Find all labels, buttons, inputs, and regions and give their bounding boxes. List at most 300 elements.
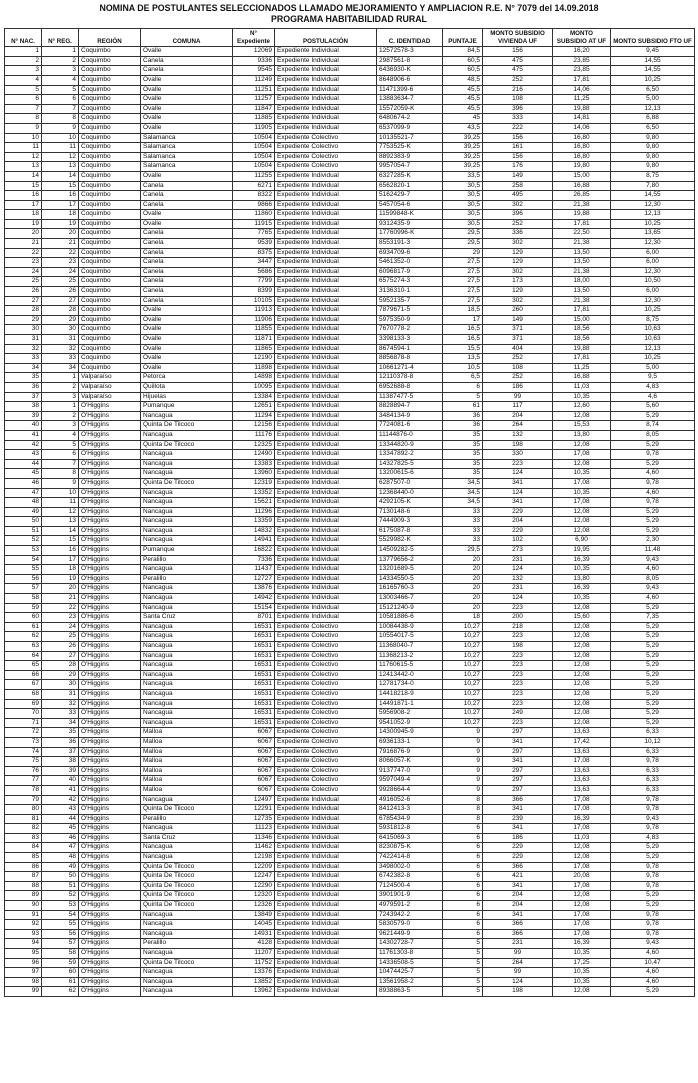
cell-comuna: Malloa <box>141 766 233 776</box>
table-row <box>5 306 695 316</box>
cell-comuna: Nancagua <box>141 977 233 987</box>
cell-subsidio-at: 15,00 <box>553 171 611 181</box>
table-row <box>5 546 695 556</box>
cell-reg: 47 <box>42 843 79 853</box>
cell-subsidio-vivienda: 229 <box>483 853 553 863</box>
cell-subsidio-fto: 8,05 <box>611 574 695 584</box>
cell-postulacion: Expediente Individual <box>275 546 377 556</box>
cell-comuna: Nancagua <box>141 910 233 920</box>
cell-nac: 76 <box>5 766 42 776</box>
cell-expediente: 16531 <box>233 642 275 652</box>
cell-puntaje: 27,5 <box>443 267 483 277</box>
table-row <box>5 363 695 373</box>
cell-puntaje: 27,5 <box>443 277 483 287</box>
cell-subsidio-fto: 6,88 <box>611 114 695 124</box>
cell-region: Coquimbo <box>79 123 141 133</box>
cell-subsidio-at: 11,25 <box>553 95 611 105</box>
table-row <box>5 632 695 642</box>
cell-region: O'Higgins <box>79 766 141 776</box>
cell-comuna: Peralillo <box>141 574 233 584</box>
cell-identidad: 6287507-0 <box>377 478 443 488</box>
cell-postulacion: Expediente Individual <box>275 574 377 584</box>
header-puntaje: PUNTAJE <box>443 29 483 47</box>
cell-reg: 44 <box>42 814 79 824</box>
cell-nac: 77 <box>5 776 42 786</box>
cell-subsidio-at: 16,88 <box>553 373 611 383</box>
cell-postulacion: Expediente Individual <box>275 958 377 968</box>
cell-expediente: 8322 <box>233 191 275 201</box>
table-row <box>5 824 695 834</box>
cell-comuna: Nancagua <box>141 853 233 863</box>
cell-subsidio-at: 17,08 <box>553 910 611 920</box>
cell-identidad: 13003466-7 <box>377 594 443 604</box>
cell-postulacion: Expediente Colectivo <box>275 737 377 747</box>
cell-subsidio-vivienda: 223 <box>483 632 553 642</box>
cell-subsidio-at: 10,35 <box>553 488 611 498</box>
cell-subsidio-fto: 9,78 <box>611 450 695 460</box>
cell-puntaje: 20 <box>443 584 483 594</box>
cell-subsidio-fto: 5,60 <box>611 402 695 412</box>
table-row <box>5 373 695 383</box>
header-comuna: COMUNA <box>141 29 233 47</box>
cell-subsidio-vivienda: 297 <box>483 766 553 776</box>
cell-nac: 25 <box>5 277 42 287</box>
cell-reg: 58 <box>42 949 79 959</box>
cell-comuna: Ovalle <box>141 210 233 220</box>
cell-puntaje: 8 <box>443 805 483 815</box>
cell-postulacion: Expediente Individual <box>275 977 377 987</box>
cell-subsidio-vivienda: 297 <box>483 785 553 795</box>
cell-puntaje: 39,25 <box>443 133 483 143</box>
table-row <box>5 680 695 690</box>
cell-expediente: 12247 <box>233 872 275 882</box>
cell-identidad: 14334550-5 <box>377 574 443 584</box>
cell-reg: 2 <box>42 382 79 392</box>
cell-region: O'Higgins <box>79 402 141 412</box>
cell-region: O'Higgins <box>79 853 141 863</box>
cell-identidad: 6934709-6 <box>377 248 443 258</box>
cell-expediente: 6067 <box>233 757 275 767</box>
cell-nac: 93 <box>5 929 42 939</box>
cell-subsidio-at: 12,08 <box>553 507 611 517</box>
cell-nac: 74 <box>5 747 42 757</box>
cell-region: Coquimbo <box>79 335 141 345</box>
cell-region: Coquimbo <box>79 56 141 66</box>
cell-nac: 98 <box>5 977 42 987</box>
cell-reg: 15 <box>42 536 79 546</box>
cell-nac: 96 <box>5 958 42 968</box>
cell-subsidio-fto: 6,33 <box>611 776 695 786</box>
cell-comuna: Ovalle <box>141 171 233 181</box>
cell-expediente: 11847 <box>233 104 275 114</box>
cell-identidad: 13201689-5 <box>377 565 443 575</box>
cell-nac: 30 <box>5 325 42 335</box>
cell-identidad: 7422414-8 <box>377 853 443 863</box>
cell-subsidio-fto: 8,74 <box>611 421 695 431</box>
cell-puntaje: 36 <box>443 421 483 431</box>
cell-reg: 30 <box>42 325 79 335</box>
cell-postulacion: Expediente Individual <box>275 392 377 402</box>
cell-subsidio-at: 12,08 <box>553 632 611 642</box>
cell-nac: 43 <box>5 450 42 460</box>
cell-subsidio-fto: 4,60 <box>611 949 695 959</box>
cell-subsidio-vivienda: 341 <box>483 805 553 815</box>
table-row <box>5 421 695 431</box>
cell-subsidio-at: 23,85 <box>553 66 611 76</box>
cell-identidad: 6936133-1 <box>377 737 443 747</box>
cell-region: Coquimbo <box>79 258 141 268</box>
cell-subsidio-vivienda: 475 <box>483 56 553 66</box>
cell-subsidio-at: 12,08 <box>553 987 611 997</box>
cell-comuna: Canela <box>141 191 233 201</box>
cell-expediente: 13960 <box>233 469 275 479</box>
cell-identidad: 8412413-3 <box>377 805 443 815</box>
cell-reg: 16 <box>42 546 79 556</box>
table-row <box>5 584 695 594</box>
cell-expediente: 11905 <box>233 123 275 133</box>
cell-reg: 7 <box>42 104 79 114</box>
cell-comuna: Ovalle <box>141 104 233 114</box>
cell-expediente: 10095 <box>233 382 275 392</box>
cell-comuna: Nancagua <box>141 824 233 834</box>
cell-identidad: 6562820-1 <box>377 181 443 191</box>
cell-comuna: Canela <box>141 181 233 191</box>
cell-postulacion: Expediente Individual <box>275 296 377 306</box>
cell-nac: 70 <box>5 709 42 719</box>
cell-identidad: 5461352-0 <box>377 258 443 268</box>
cell-comuna: Ovalle <box>141 85 233 95</box>
cell-postulacion: Expediente Individual <box>275 968 377 978</box>
cell-comuna: Malloa <box>141 757 233 767</box>
cell-nac: 75 <box>5 757 42 767</box>
cell-puntaje: 10,27 <box>443 642 483 652</box>
cell-subsidio-at: 21,38 <box>553 296 611 306</box>
cell-subsidio-fto: 5,29 <box>611 661 695 671</box>
cell-subsidio-at: 12,08 <box>553 891 611 901</box>
cell-nac: 32 <box>5 344 42 354</box>
cell-subsidio-at: 17,08 <box>553 862 611 872</box>
cell-subsidio-at: 12,08 <box>553 440 611 450</box>
cell-nac: 52 <box>5 536 42 546</box>
cell-postulacion: Expediente Individual <box>275 114 377 124</box>
table-body <box>5 47 695 997</box>
cell-puntaje: 27,5 <box>443 296 483 306</box>
cell-region: O'Higgins <box>79 718 141 728</box>
cell-identidad: 14418218-9 <box>377 689 443 699</box>
cell-postulacion: Expediente Individual <box>275 833 377 843</box>
cell-subsidio-vivienda: 99 <box>483 392 553 402</box>
cell-subsidio-fto: 6,33 <box>611 766 695 776</box>
cell-subsidio-vivienda: 149 <box>483 315 553 325</box>
cell-reg: 26 <box>42 287 79 297</box>
cell-postulacion: Expediente Individual <box>275 795 377 805</box>
cell-subsidio-fto: 5,29 <box>611 440 695 450</box>
cell-subsidio-fto: 14,55 <box>611 191 695 201</box>
cell-postulacion: Expediente Individual <box>275 536 377 546</box>
cell-expediente: 12497 <box>233 795 275 805</box>
cell-identidad: 7243942-2 <box>377 910 443 920</box>
cell-subsidio-at: 10,35 <box>553 594 611 604</box>
cell-subsidio-at: 12,08 <box>553 642 611 652</box>
cell-nac: 57 <box>5 584 42 594</box>
cell-subsidio-at: 20,08 <box>553 872 611 882</box>
cell-identidad: 13883634-7 <box>377 95 443 105</box>
cell-subsidio-at: 13,80 <box>553 430 611 440</box>
cell-subsidio-vivienda: 297 <box>483 728 553 738</box>
cell-identidad: 6537099-9 <box>377 123 443 133</box>
cell-reg: 32 <box>42 699 79 709</box>
table-row <box>5 622 695 632</box>
table-row <box>5 95 695 105</box>
cell-puntaje: 18 <box>443 613 483 623</box>
cell-subsidio-at: 17,08 <box>553 757 611 767</box>
cell-subsidio-vivienda: 475 <box>483 66 553 76</box>
cell-reg: 34 <box>42 718 79 728</box>
cell-subsidio-vivienda: 302 <box>483 239 553 249</box>
cell-identidad: 7444909-3 <box>377 517 443 527</box>
cell-postulacion: Expediente Individual <box>275 824 377 834</box>
cell-nac: 9 <box>5 123 42 133</box>
cell-reg: 5 <box>42 440 79 450</box>
cell-subsidio-at: 11,03 <box>553 382 611 392</box>
cell-expediente: 12320 <box>233 891 275 901</box>
cell-subsidio-at: 16,80 <box>553 133 611 143</box>
cell-comuna: Salamanca <box>141 152 233 162</box>
cell-subsidio-fto: 9,5 <box>611 373 695 383</box>
cell-expediente: 12291 <box>233 805 275 815</box>
cell-subsidio-at: 12,08 <box>553 689 611 699</box>
cell-comuna: Ovalle <box>141 47 233 57</box>
cell-identidad: 11368040-7 <box>377 642 443 652</box>
cell-subsidio-fto: 9,78 <box>611 910 695 920</box>
cell-puntaje: 35 <box>443 469 483 479</box>
table-row <box>5 833 695 843</box>
cell-postulacion: Expediente Colectivo <box>275 152 377 162</box>
cell-puntaje: 35 <box>443 459 483 469</box>
table-row <box>5 248 695 258</box>
cell-subsidio-at: 17,08 <box>553 824 611 834</box>
cell-subsidio-vivienda: 223 <box>483 459 553 469</box>
cell-subsidio-vivienda: 231 <box>483 555 553 565</box>
cell-comuna: Salamanca <box>141 143 233 153</box>
cell-nac: 45 <box>5 469 42 479</box>
cell-subsidio-at: 14,81 <box>553 114 611 124</box>
table-row <box>5 862 695 872</box>
cell-subsidio-at: 14,06 <box>553 123 611 133</box>
cell-subsidio-fto: 10,50 <box>611 277 695 287</box>
cell-reg: 29 <box>42 670 79 680</box>
cell-nac: 7 <box>5 104 42 114</box>
cell-subsidio-vivienda: 223 <box>483 689 553 699</box>
cell-subsidio-at: 10,35 <box>553 469 611 479</box>
cell-postulacion: Expediente Individual <box>275 949 377 959</box>
cell-puntaje: 17 <box>443 315 483 325</box>
cell-subsidio-vivienda: 366 <box>483 920 553 930</box>
cell-region: O'Higgins <box>79 824 141 834</box>
cell-region: O'Higgins <box>79 785 141 795</box>
table-row <box>5 987 695 997</box>
cell-comuna: Nancagua <box>141 843 233 853</box>
cell-subsidio-at: 12,08 <box>553 709 611 719</box>
cell-nac: 91 <box>5 910 42 920</box>
cell-postulacion: Expediente Individual <box>275 498 377 508</box>
cell-subsidio-vivienda: 198 <box>483 987 553 997</box>
cell-expediente: 7799 <box>233 277 275 287</box>
cell-postulacion: Expediente Colectivo <box>275 133 377 143</box>
cell-comuna: Nancagua <box>141 689 233 699</box>
cell-postulacion: Expediente Individual <box>275 75 377 85</box>
cell-puntaje: 33 <box>443 517 483 527</box>
cell-puntaje: 6,5 <box>443 373 483 383</box>
cell-postulacion: Expediente Individual <box>275 430 377 440</box>
cell-subsidio-vivienda: 341 <box>483 910 553 920</box>
table-row <box>5 152 695 162</box>
cell-expediente: 11346 <box>233 833 275 843</box>
cell-puntaje: 18,5 <box>443 306 483 316</box>
cell-puntaje: 6 <box>443 843 483 853</box>
cell-identidad: 14302728-7 <box>377 939 443 949</box>
cell-postulacion: Expediente Colectivo <box>275 689 377 699</box>
cell-region: Coquimbo <box>79 66 141 76</box>
cell-identidad: 8856878-8 <box>377 354 443 364</box>
cell-puntaje: 20 <box>443 574 483 584</box>
cell-reg: 32 <box>42 344 79 354</box>
cell-postulacion: Expediente Colectivo <box>275 661 377 671</box>
cell-subsidio-vivienda: 231 <box>483 939 553 949</box>
cell-puntaje: 9 <box>443 737 483 747</box>
cell-expediente: 11906 <box>233 315 275 325</box>
cell-reg: 14 <box>42 171 79 181</box>
cell-subsidio-at: 10,35 <box>553 392 611 402</box>
cell-nac: 35 <box>5 373 42 383</box>
cell-subsidio-at: 12,08 <box>553 411 611 421</box>
cell-expediente: 6067 <box>233 747 275 757</box>
cell-subsidio-fto: 7,35 <box>611 613 695 623</box>
cell-identidad: 10474425-7 <box>377 968 443 978</box>
cell-region: O'Higgins <box>79 881 141 891</box>
cell-expediente: 12651 <box>233 402 275 412</box>
cell-subsidio-vivienda: 129 <box>483 287 553 297</box>
cell-expediente: 9539 <box>233 239 275 249</box>
cell-subsidio-vivienda: 252 <box>483 373 553 383</box>
cell-subsidio-fto: 9,78 <box>611 872 695 882</box>
cell-region: Coquimbo <box>79 306 141 316</box>
cell-postulacion: Expediente Individual <box>275 171 377 181</box>
cell-postulacion: Expediente Individual <box>275 507 377 517</box>
cell-identidad: 9137747-0 <box>377 766 443 776</box>
cell-subsidio-vivienda: 223 <box>483 699 553 709</box>
cell-subsidio-vivienda: 204 <box>483 517 553 527</box>
cell-identidad: 13779656-2 <box>377 555 443 565</box>
cell-subsidio-at: 17,08 <box>553 920 611 930</box>
cell-puntaje: 6 <box>443 891 483 901</box>
header-reg: N° REG. <box>42 29 79 47</box>
table-row <box>5 594 695 604</box>
cell-subsidio-vivienda: 273 <box>483 546 553 556</box>
cell-reg: 56 <box>42 929 79 939</box>
cell-region: O'Higgins <box>79 920 141 930</box>
cell-comuna: Pumanque <box>141 546 233 556</box>
cell-expediente: 11294 <box>233 411 275 421</box>
cell-subsidio-vivienda: 371 <box>483 325 553 335</box>
cell-comuna: Quinta De Tilcoco <box>141 805 233 815</box>
table-row <box>5 104 695 114</box>
cell-comuna: Canela <box>141 56 233 66</box>
table-row <box>5 430 695 440</box>
cell-region: O'Higgins <box>79 939 141 949</box>
cell-postulacion: Expediente Colectivo <box>275 670 377 680</box>
cell-comuna: Peralillo <box>141 555 233 565</box>
cell-comuna: Nancagua <box>141 987 233 997</box>
cell-reg: 21 <box>42 239 79 249</box>
cell-identidad: 7879671-5 <box>377 306 443 316</box>
cell-postulacion: Expediente Individual <box>275 47 377 57</box>
cell-expediente: 11437 <box>233 565 275 575</box>
cell-reg: 2 <box>42 411 79 421</box>
cell-expediente: 5686 <box>233 267 275 277</box>
cell-puntaje: 10,27 <box>443 689 483 699</box>
cell-expediente: 6067 <box>233 737 275 747</box>
cell-subsidio-fto: 12,30 <box>611 267 695 277</box>
cell-puntaje: 84,5 <box>443 47 483 57</box>
cell-nac: 97 <box>5 968 42 978</box>
cell-subsidio-fto: 12,30 <box>611 239 695 249</box>
cell-reg: 6 <box>42 95 79 105</box>
cell-region: Coquimbo <box>79 239 141 249</box>
cell-subsidio-fto: 9,43 <box>611 584 695 594</box>
table-row <box>5 795 695 805</box>
cell-identidad: 8553191-3 <box>377 239 443 249</box>
table-row <box>5 651 695 661</box>
cell-expediente: 11257 <box>233 95 275 105</box>
cell-identidad: 9928664-4 <box>377 785 443 795</box>
cell-region: Coquimbo <box>79 344 141 354</box>
cell-puntaje: 61 <box>443 402 483 412</box>
table-row <box>5 737 695 747</box>
cell-puntaje: 33 <box>443 507 483 517</box>
cell-identidad: 14327825-5 <box>377 459 443 469</box>
cell-nac: 85 <box>5 853 42 863</box>
cell-comuna: Pumanque <box>141 402 233 412</box>
cell-subsidio-fto: 4,60 <box>611 488 695 498</box>
cell-nac: 44 <box>5 459 42 469</box>
cell-nac: 34 <box>5 363 42 373</box>
table-row <box>5 56 695 66</box>
cell-nac: 53 <box>5 546 42 556</box>
cell-subsidio-fto: 5,29 <box>611 843 695 853</box>
cell-nac: 27 <box>5 296 42 306</box>
cell-puntaje: 39,25 <box>443 152 483 162</box>
cell-expediente: 16531 <box>233 661 275 671</box>
cell-postulacion: Expediente Individual <box>275 814 377 824</box>
cell-region: O'Higgins <box>79 958 141 968</box>
cell-region: O'Higgins <box>79 709 141 719</box>
cell-expediente: 16531 <box>233 718 275 728</box>
cell-region: O'Higgins <box>79 795 141 805</box>
cell-nac: 55 <box>5 565 42 575</box>
cell-reg: 20 <box>42 584 79 594</box>
cell-expediente: 14931 <box>233 929 275 939</box>
cell-region: O'Higgins <box>79 910 141 920</box>
cell-puntaje: 35 <box>443 450 483 460</box>
table-row <box>5 133 695 143</box>
cell-postulacion: Expediente Colectivo <box>275 699 377 709</box>
cell-expediente: 9866 <box>233 200 275 210</box>
cell-reg: 57 <box>42 939 79 949</box>
cell-region: O'Higgins <box>79 594 141 604</box>
cell-reg: 4 <box>42 75 79 85</box>
table-row <box>5 296 695 306</box>
